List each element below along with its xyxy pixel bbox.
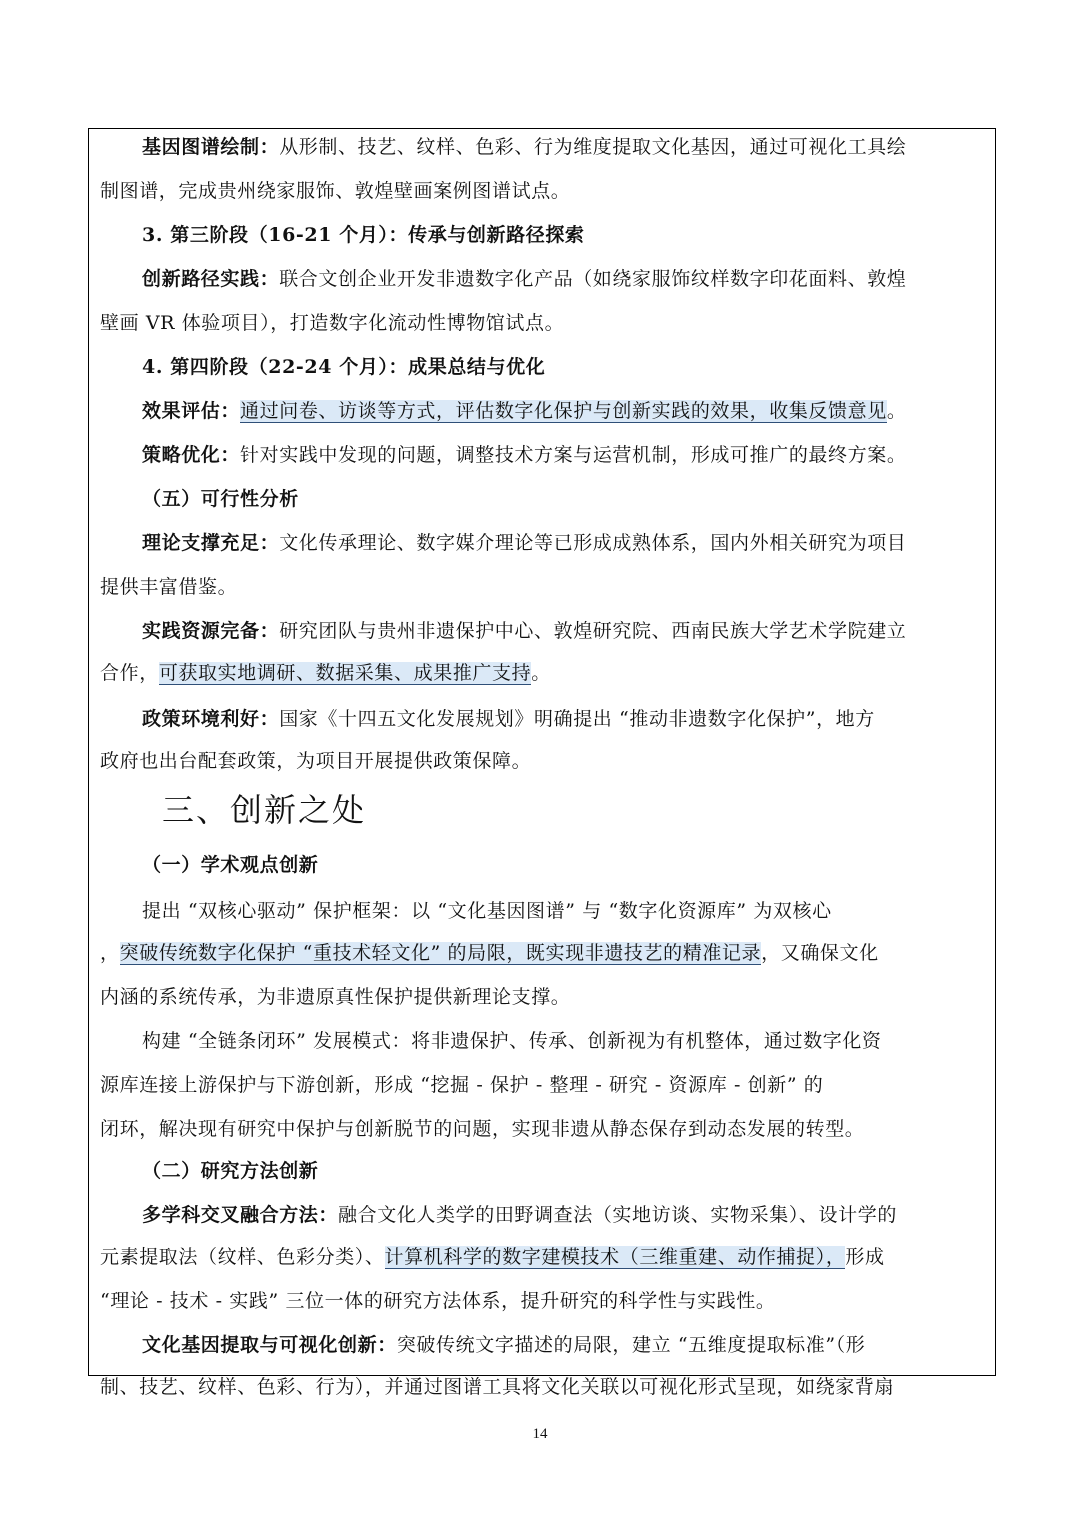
- p8-line1: 提出 “双核心驱动” 保护框架：以 “文化基因图谱” 与 “数字化资源库” 为双核心: [142, 900, 832, 922]
- resources-highlight: 可获取实地调研、数据采集、成果推广支持: [158, 662, 532, 684]
- strategy-label: 策略优化：: [142, 444, 241, 466]
- paragraph-multidisciplinary: [142, 1202, 992, 1228]
- theory-text: 文化传承理论、数字媒介理论等已形成成熟体系，国内外相关研究为项目: [279, 532, 907, 554]
- strategy-text: 针对实践中发现的问题，调整技术方案与运营机制，形成可推广的最终方案。: [240, 444, 907, 466]
- paragraph-strategy: [142, 442, 992, 468]
- policy-label: 政策环境利好：: [142, 708, 280, 730]
- page-number: 14: [532, 1426, 548, 1442]
- multidisciplinary-highlight: 计算机科学的数字建模技术（三维重建、动作捕捉），: [384, 1246, 846, 1268]
- p8-line3: 内涵的系统传承，为非遗原真性保护提供新理论支撑。: [100, 986, 571, 1008]
- p8-line2: [100, 940, 992, 966]
- p9-line1: 构建 “全链条闭环” 发展模式：将非遗保护、传承、创新视为有机整体，通过数字化资: [142, 1030, 882, 1052]
- gene-map-label: 基因图谱绘制：: [142, 136, 280, 158]
- evaluation-label: 效果评估：: [142, 400, 241, 422]
- multidisciplinary-text: 融合文化人类学的田野调查法（实地访谈、实物采集）、设计学的: [338, 1204, 897, 1226]
- paragraph-evaluation: [142, 398, 992, 424]
- resources-label: 实践资源完备：: [142, 620, 280, 642]
- subsection1-heading: （一）学术观点创新: [142, 854, 319, 876]
- stage3-heading: 3. 第三阶段（16-21 个月）：传承与创新路径探索: [142, 224, 585, 246]
- multidisciplinary-label: 多学科交叉融合方法：: [142, 1204, 339, 1226]
- stage4-heading: 4. 第四阶段（22-24 个月）：成果总结与优化: [142, 356, 546, 378]
- multidisciplinary-line3: “理论 - 技术 - 实践” 三位一体的研究方法体系，提升研究的科学性与实践性。: [100, 1290, 776, 1312]
- multidisciplinary-line2: [100, 1244, 992, 1270]
- multidisciplinary-line2-pre: 元素提取法（纹样、色彩分类）、: [100, 1246, 385, 1268]
- paragraph-resources: [142, 618, 992, 644]
- paragraph-theory: [142, 530, 992, 556]
- multidisciplinary-line2-post: 形成: [845, 1246, 885, 1268]
- gene-map-text: 从形制、技艺、纹样、色彩、行为维度提取文化基因，通过可视化工具绘: [279, 136, 907, 158]
- resources-cont: [100, 660, 992, 686]
- p9-line2: 源库连接上游保护与下游创新，形成 “挖掘 - 保护 - 整理 - 研究 - 资源库 - 创新” 的: [100, 1074, 824, 1096]
- resources-end: 。: [531, 662, 551, 684]
- resources-cont-pre: 合作，: [100, 662, 159, 684]
- section5-heading: （五）可行性分析: [142, 488, 299, 510]
- paragraph-innovation-path: [142, 266, 992, 292]
- innovation-path-cont: 壁画 VR 体验项目），打造数字化流动性博物馆试点。: [100, 312, 565, 334]
- p9-line3: 闭环，解决现有研究中保护与创新脱节的问题，实现非遗从静态保存到动态发展的转型。: [100, 1118, 865, 1140]
- policy-cont: 政府也出台配套政策，为项目开展提供政策保障。: [100, 750, 532, 772]
- p8-line2-post: ，又确保文化: [761, 942, 879, 964]
- p8-line2-pre: ，: [100, 942, 120, 964]
- theory-label: 理论支撑充足：: [142, 532, 280, 554]
- paragraph-policy: [142, 706, 992, 732]
- paragraph-gene-map: [142, 134, 992, 160]
- innovation-path-text: 联合文创企业开发非遗数字化产品（如绕家服饰纹样数字印花面料、敦煌: [279, 268, 907, 290]
- p8-highlight: 突破传统数字化保护 “重技术轻文化” 的局限，既实现非遗技艺的精准记录: [119, 942, 762, 964]
- gene-visualization-cont: 制、技艺、纹样、色彩、行为），并通过图谱工具将文化关联以可视化形式呈现，如绕家背扇: [100, 1376, 895, 1398]
- subsection2-heading: （二）研究方法创新: [142, 1160, 319, 1182]
- evaluation-highlight: 通过问卷、访谈等方式，评估数字化保护与创新实践的效果，收集反馈意见: [240, 400, 887, 422]
- gene-visualization-text: 突破传统文字描述的局限，建立 “五维度提取标准”（形: [396, 1334, 866, 1356]
- paragraph-gene-visualization: [142, 1332, 992, 1358]
- policy-text: 国家《十四五文化发展规划》明确提出 “推动非遗数字化保护”，地方: [279, 708, 875, 730]
- innovation-path-label: 创新路径实践：: [142, 268, 280, 290]
- resources-text: 研究团队与贵州非遗保护中心、敦煌研究院、西南民族大学艺术学院建立: [279, 620, 907, 642]
- gene-map-cont: 制图谱，完成贵州绕家服饰、敦煌壁画案例图谱试点。: [100, 180, 571, 202]
- evaluation-end: 。: [886, 400, 907, 422]
- gene-visualization-label: 文化基因提取与可视化创新：: [142, 1334, 397, 1356]
- theory-cont: 提供丰富借鉴。: [100, 576, 238, 598]
- chapter-heading-innovation: 三、创新之处: [162, 791, 367, 829]
